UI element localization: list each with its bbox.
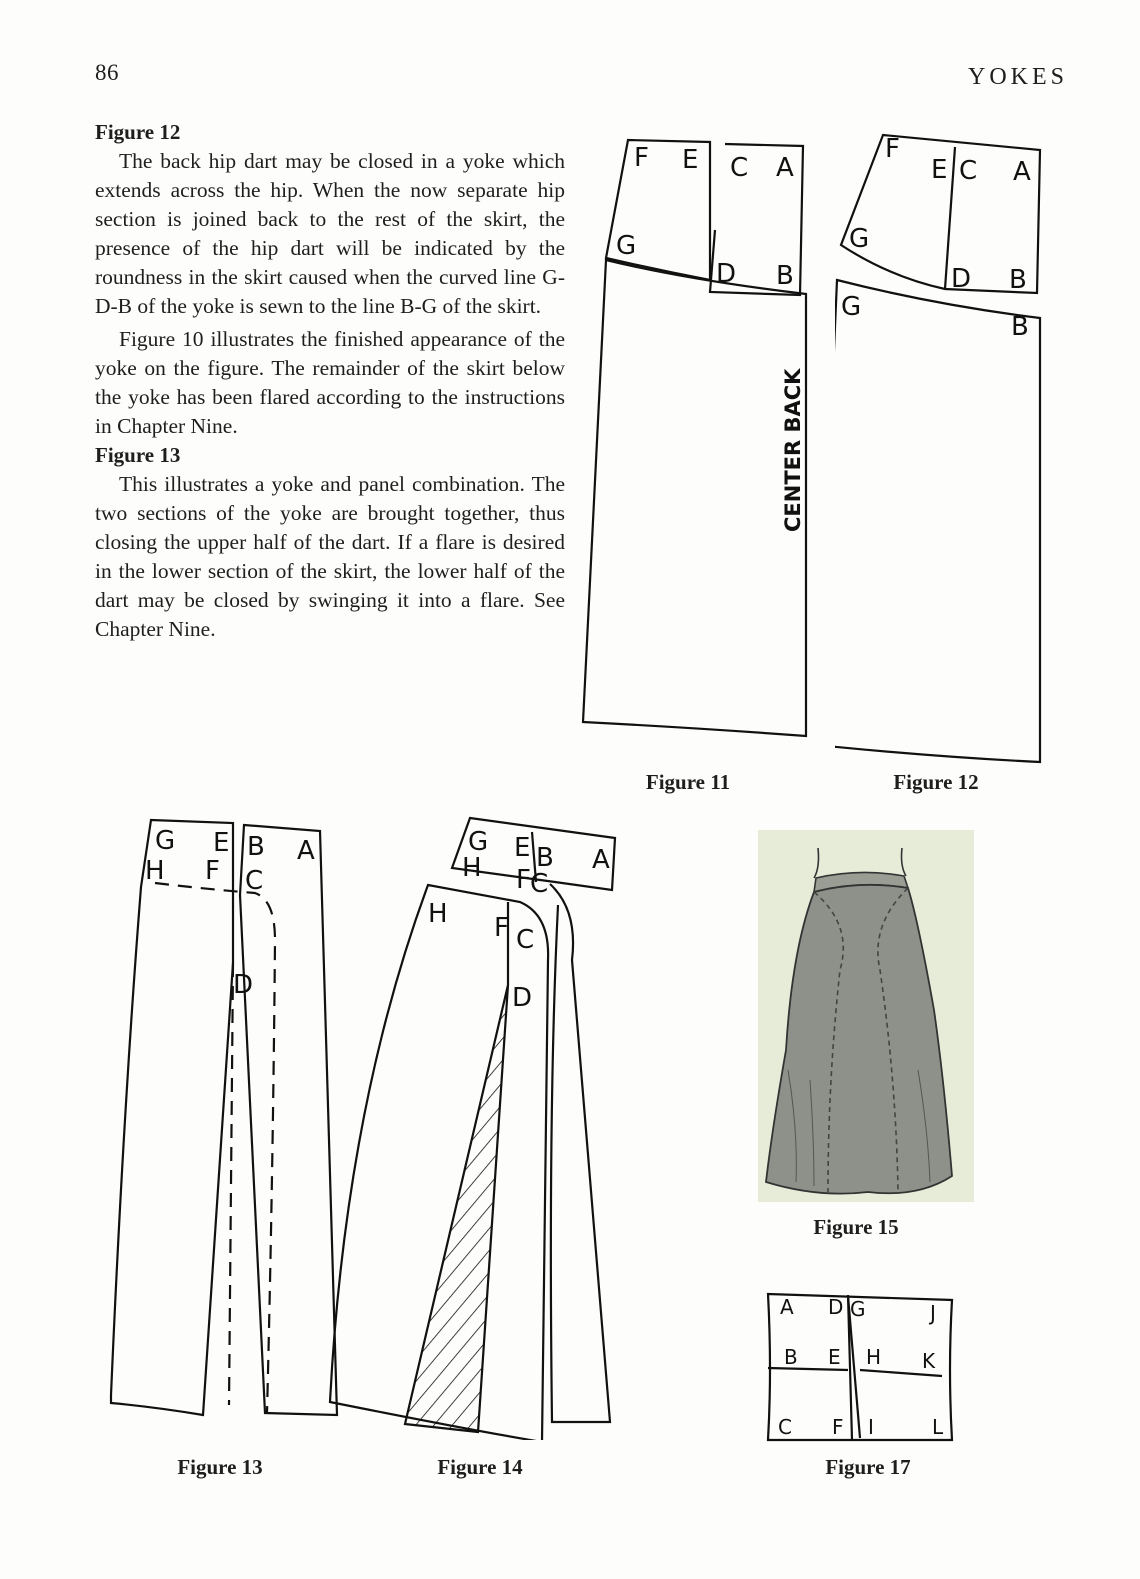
figure-11-caption: Figure 11 (645, 770, 731, 794)
figure-14-caption: Figure 14 (437, 1455, 523, 1479)
section-heading: Figure 13 (95, 443, 181, 467)
figure-13-caption: Figure 13 (177, 1455, 263, 1479)
section-heading: Figure 12 (95, 120, 181, 144)
fig17-label: G (850, 1297, 866, 1321)
running-head: YOKES (968, 64, 1069, 90)
fig17-label: B (784, 1345, 798, 1369)
figure-13-diagram (105, 815, 340, 1420)
fig12-label: G (841, 292, 862, 322)
fig12-label: E (931, 155, 948, 185)
fig17-label: D (828, 1295, 844, 1319)
fig12-label: F (885, 134, 900, 164)
fig14-label: H (428, 899, 448, 929)
fig13-label: H (145, 856, 165, 886)
fig13-label: B (247, 832, 265, 862)
figure-15-caption: Figure 15 (813, 1215, 899, 1239)
fig13-label: A (297, 836, 315, 866)
fig14-label: G (468, 827, 489, 857)
figure-17-caption: Figure 17 (825, 1455, 911, 1479)
fig12-label: A (1013, 157, 1031, 187)
fig11-label: D (716, 259, 737, 289)
fig12-label: B (1011, 312, 1029, 342)
fig12-label: D (951, 264, 972, 294)
figure-12-diagram (835, 125, 1045, 770)
skirt-sketch (758, 830, 974, 1202)
fig13-left-panel (111, 820, 233, 1415)
fig17-label: F (832, 1415, 844, 1439)
fig14-label: D (512, 983, 533, 1013)
fig13-label: F (205, 856, 220, 886)
fig17-label: K (922, 1349, 936, 1373)
fig17-label: C (778, 1415, 792, 1439)
fig13-label: C (245, 866, 264, 896)
fig14-label: F (494, 913, 509, 943)
fig12-label: C (959, 156, 978, 186)
figure-11-diagram (578, 130, 814, 770)
fig14-label: C (516, 925, 535, 955)
body-text (95, 118, 565, 644)
fig11-label: E (682, 145, 699, 175)
fig14-label: E (514, 833, 531, 863)
fig13-label: G (155, 826, 176, 856)
fig11-skirt (583, 260, 806, 736)
fig14-label: H (462, 853, 482, 883)
figure-14-diagram (310, 810, 630, 1440)
fig17-label: H (866, 1345, 882, 1369)
fig11-label: A (776, 153, 794, 183)
paragraph: The back hip dart may be closed in a yoke which extends across the hip. When the now separate hip section is joined back to the rest of the skirt, the presence of the hip dart will be indicated by the roundness in the skirt caused when the curved line G-D-B of the yoke is sewn to the line B-G of the skirt. (95, 149, 565, 318)
fig11-label: F (634, 143, 649, 173)
fig12-skirt (835, 280, 1040, 762)
fig14-label: F (516, 865, 531, 895)
fig14-label: A (592, 845, 610, 875)
figure-15-illustration (758, 830, 974, 1202)
fig12-label: B (1009, 265, 1027, 295)
fig14-flare-wedge (405, 985, 508, 1432)
figure-17-diagram (762, 1290, 960, 1445)
page-number: 86 (95, 60, 119, 85)
paragraph: Figure 10 illustrates the finished appearance of the yoke on the figure. The remainder of the skirt below the yoke has been flared according to the instructions in Chapter Nine. (95, 327, 565, 438)
fig13-dashed-seam (155, 883, 275, 1413)
fig13-label: E (213, 828, 230, 858)
fig17-label: J (930, 1301, 936, 1325)
fig11-label: G (616, 231, 637, 261)
paragraph: This illustrates a yoke and panel combination. The two sections of the yoke are brought together, thus closing the upper half of the dart. If a flare is desired in the lower section of the skirt, the lower half of the dart may be closed by swinging it into a flare. See Chapter Nine. (95, 472, 565, 641)
fig11-center-back-label: CENTER BACK (781, 368, 805, 532)
fig17-label: E (828, 1345, 841, 1369)
fig14-label: B (536, 843, 554, 873)
figure-12-caption: Figure 12 (893, 770, 979, 794)
fig12-label: G (849, 224, 870, 254)
fig17-label: A (780, 1295, 794, 1319)
fig17-label: I (868, 1415, 874, 1439)
fig14-label: C (530, 869, 549, 899)
fig14-right-panel (550, 884, 610, 1422)
fig13-label: D (233, 970, 254, 1000)
fig11-label: B (776, 261, 794, 291)
fig11-label: C (730, 153, 749, 183)
fig17-label: L (932, 1415, 944, 1439)
